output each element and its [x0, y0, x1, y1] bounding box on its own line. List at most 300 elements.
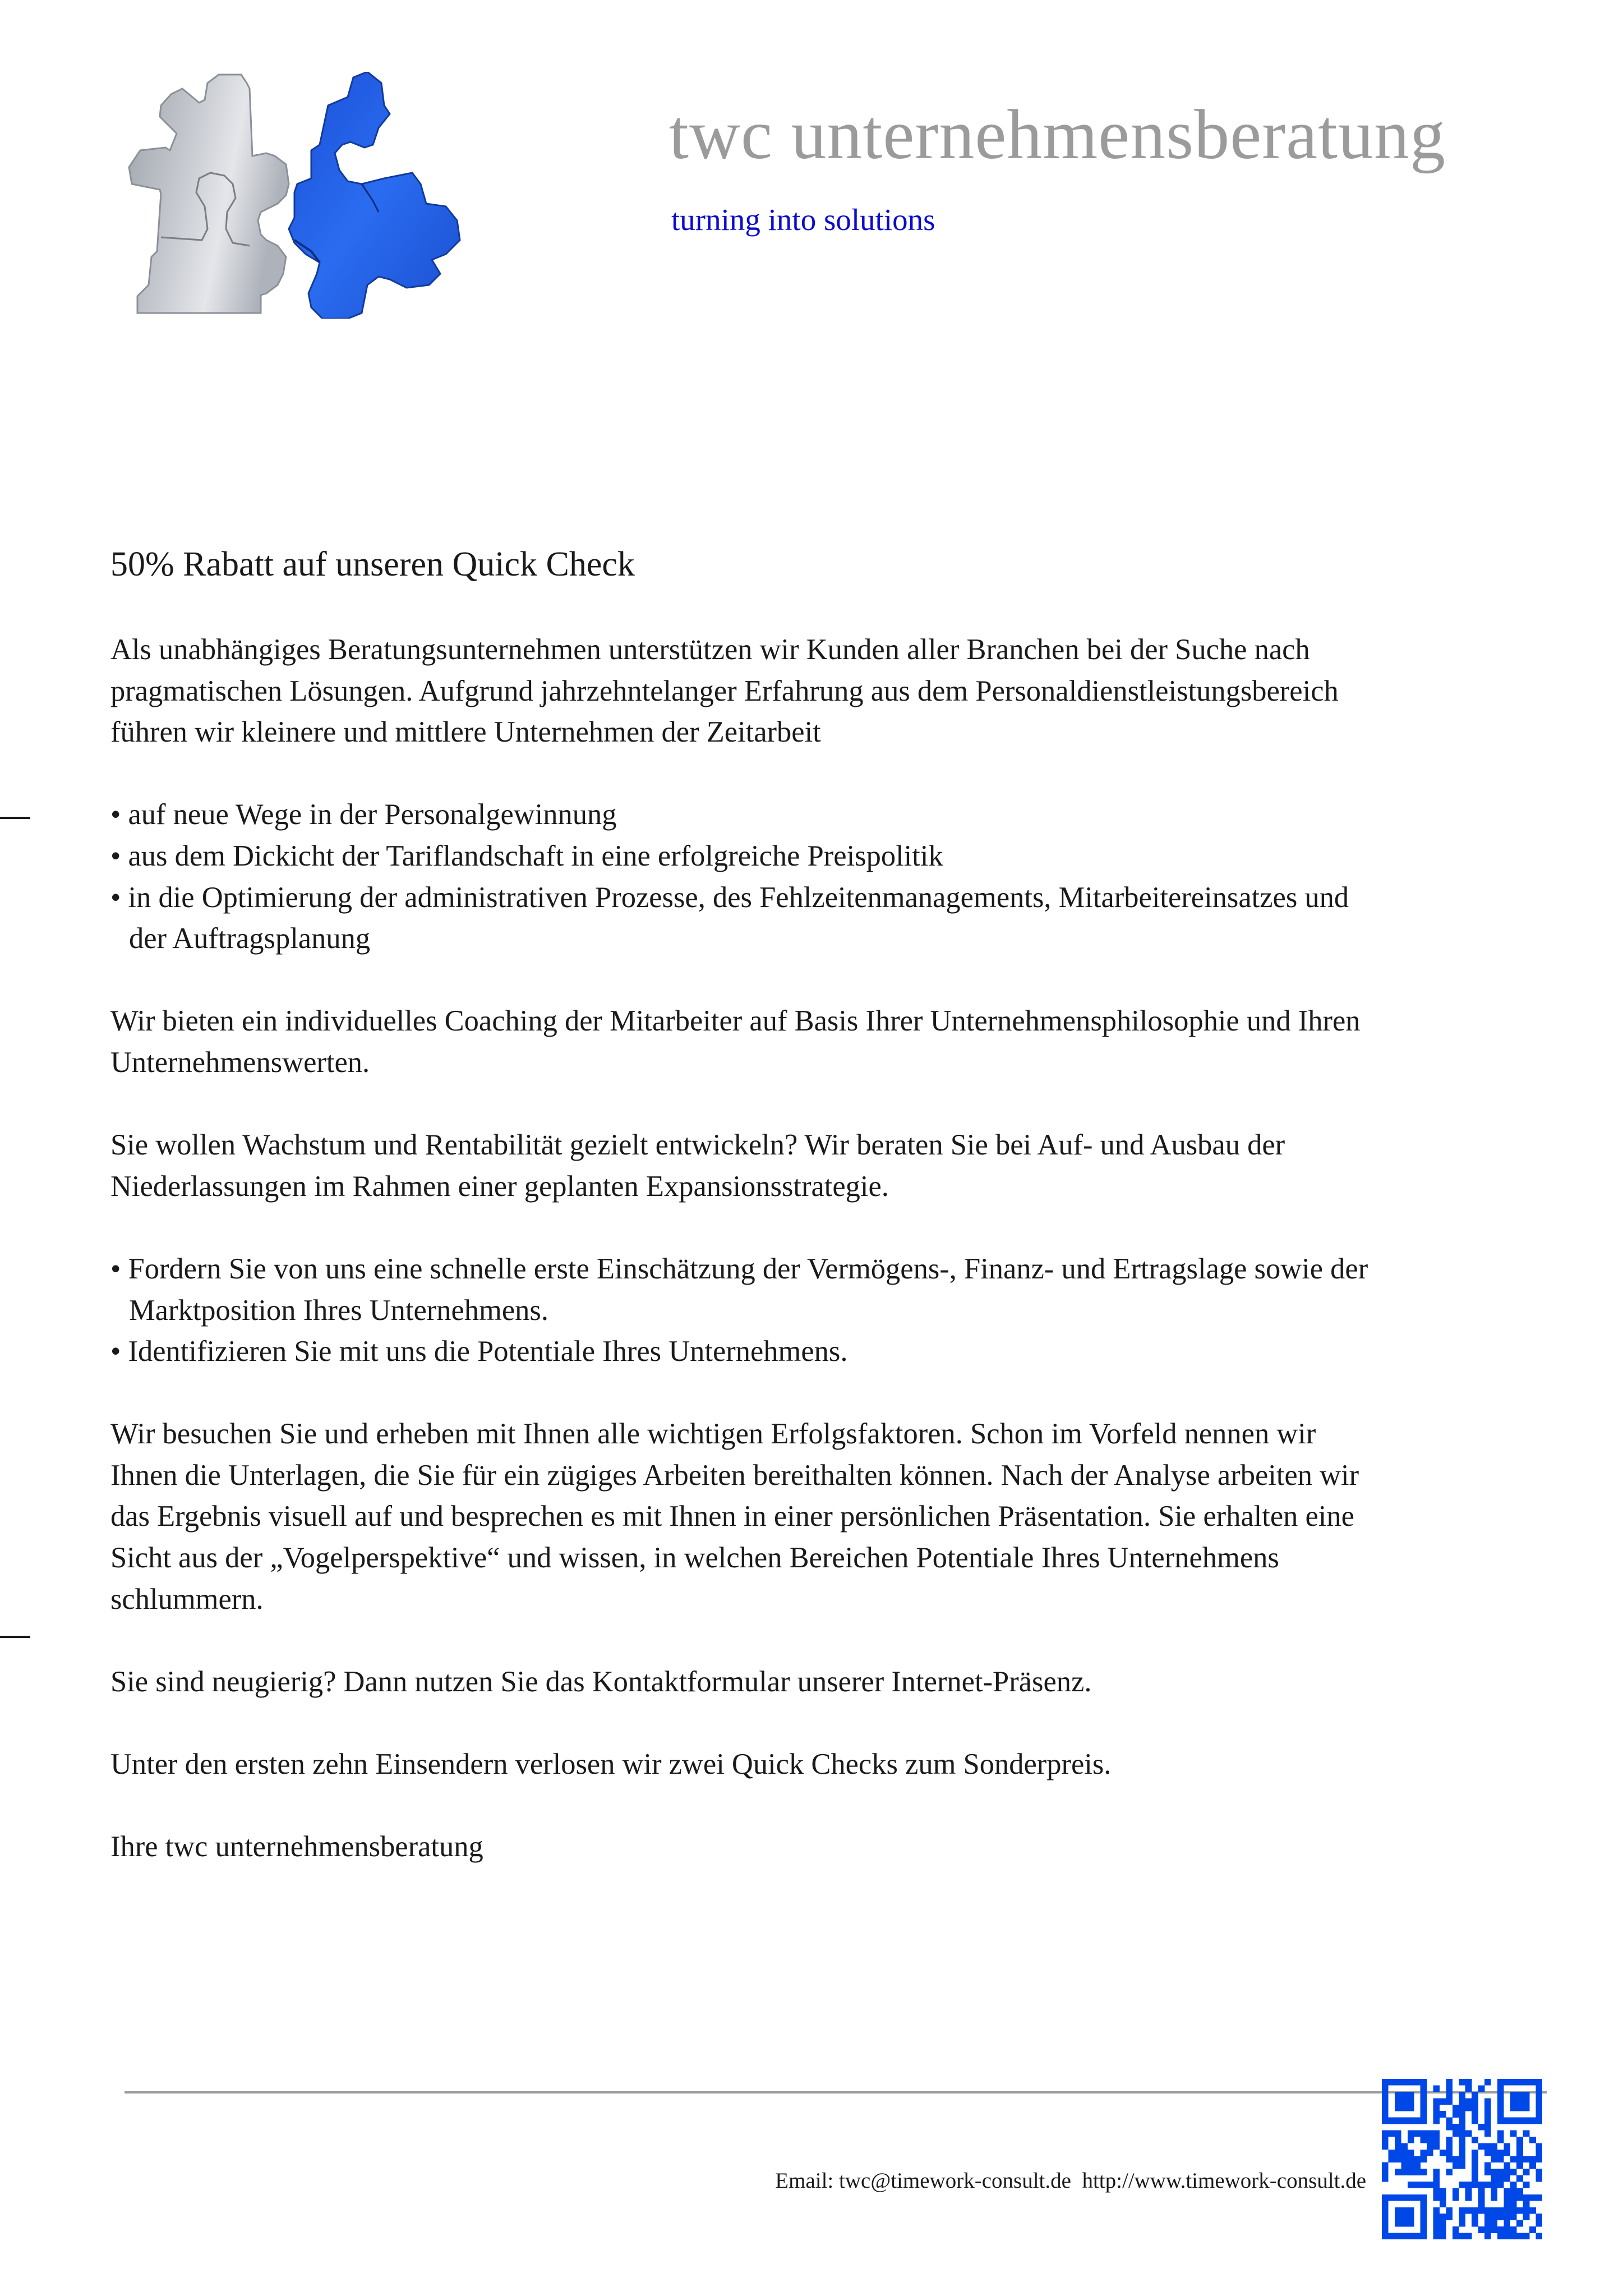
qr-module	[1421, 2207, 1427, 2214]
qr-module	[1491, 2226, 1497, 2233]
signoff: Ihre twc unternehmensberatung	[110, 1830, 483, 1864]
qr-module	[1433, 2137, 1440, 2143]
qr-module	[1529, 2194, 1536, 2201]
qr-module	[1459, 2092, 1465, 2099]
qr-module	[1484, 2169, 1491, 2175]
qr-module	[1491, 2220, 1497, 2227]
qr-module	[1497, 2105, 1504, 2111]
qr-module	[1421, 2220, 1427, 2227]
qr-module	[1536, 2098, 1543, 2105]
qr-module	[1536, 2118, 1543, 2124]
intro-paragraph	[110, 629, 1569, 753]
qr-module	[1401, 2162, 1408, 2169]
qr-module	[1516, 2098, 1523, 2105]
qr-module	[1516, 2220, 1523, 2227]
qr-module	[1421, 2194, 1427, 2201]
qr-module	[1382, 2207, 1389, 2214]
qr-module	[1523, 2098, 1530, 2105]
qr-module	[1491, 2207, 1497, 2214]
qr-module	[1440, 2188, 1446, 2194]
qr-module	[1395, 2137, 1401, 2143]
qr-module	[1510, 2214, 1517, 2220]
qr-module	[1433, 2143, 1440, 2150]
qr-module	[1421, 2169, 1427, 2175]
qr-module	[1382, 2118, 1389, 2124]
qr-module	[1504, 2201, 1510, 2207]
qr-module	[1382, 2233, 1389, 2239]
qr-module	[1433, 2194, 1440, 2201]
qr-module	[1388, 2233, 1395, 2239]
qr-module	[1401, 2105, 1408, 2111]
qr-module	[1382, 2079, 1389, 2086]
blue-puzzle-piece	[289, 72, 460, 319]
qr-module	[1516, 2162, 1523, 2169]
qr-module	[1421, 2079, 1427, 2086]
qr-module	[1440, 2194, 1446, 2201]
qr-module	[1536, 2079, 1543, 2086]
qr-module	[1478, 2201, 1485, 2207]
qr-module	[1529, 2226, 1536, 2233]
qr-module	[1408, 2079, 1414, 2086]
list-item-continuation: der Auftragsplanung	[129, 922, 371, 955]
text-line: Sicht aus der „Vogelperspektive“ und wissen, in welchen Bereichen Potentiale Ihres Unternehmens	[110, 1542, 1279, 1575]
email-label: Email:	[775, 2169, 834, 2193]
qr-module	[1453, 2111, 1459, 2118]
qr-module	[1382, 2226, 1389, 2233]
brand-tagline: turning into solutions	[671, 203, 935, 237]
qr-module	[1510, 2233, 1517, 2239]
qr-module	[1395, 2169, 1401, 2175]
qr-module	[1497, 2137, 1504, 2143]
qr-module	[1446, 2169, 1453, 2175]
growth-paragraph	[110, 1125, 1569, 1207]
qr-module	[1421, 2092, 1427, 2099]
contact-paragraph: Sie sind neugierig? Dann nutzen Sie das Kontaktformular unserer Internet-Präsenz.	[110, 1665, 1092, 1698]
qr-module	[1484, 2131, 1491, 2137]
qr-module	[1523, 2169, 1530, 2175]
qr-module	[1408, 2092, 1414, 2099]
qr-module	[1523, 2131, 1530, 2137]
text-line: führen wir kleinere und mittlere Unternehmen der Zeitarbeit	[110, 716, 821, 749]
qr-module	[1388, 2131, 1395, 2137]
qr-module	[1491, 2188, 1497, 2194]
qr-module	[1401, 2143, 1408, 2150]
qr-module	[1453, 2105, 1459, 2111]
qr-module	[1516, 2175, 1523, 2182]
qr-module	[1408, 2137, 1414, 2143]
qr-module	[1421, 2098, 1427, 2105]
fold-mark	[0, 1636, 30, 1638]
qr-module	[1395, 2207, 1401, 2214]
text-line: Wir besuchen Sie und erheben mit Ihnen alle wichtigen Erfolgsfaktoren. Schon im Vorfeld nennen wir	[110, 1418, 1316, 1451]
list-item: • aus dem Dickicht der Tariflandschaft in eine erfolgreiche Preispolitik	[110, 839, 943, 872]
qr-module	[1395, 2092, 1401, 2099]
qr-module	[1440, 2111, 1446, 2118]
qr-module	[1478, 2085, 1485, 2092]
services-list	[110, 794, 1569, 959]
qr-module	[1408, 2098, 1414, 2105]
qr-module	[1421, 2226, 1427, 2233]
qr-module	[1395, 2098, 1401, 2105]
qr-module	[1516, 2156, 1523, 2162]
qr-module	[1421, 2105, 1427, 2111]
qr-module	[1408, 2182, 1414, 2188]
qr-module	[1414, 2182, 1421, 2188]
qr-module	[1395, 2194, 1401, 2201]
qr-module	[1472, 2092, 1478, 2099]
qr-module	[1427, 2131, 1433, 2137]
qr-module	[1472, 2150, 1478, 2156]
qr-module	[1536, 2175, 1543, 2182]
qr-module	[1497, 2098, 1504, 2105]
qr-module	[1408, 2156, 1414, 2162]
qr-module	[1497, 2079, 1504, 2086]
qr-module	[1395, 2118, 1401, 2124]
qr-module	[1504, 2079, 1510, 2086]
qr-module	[1536, 2092, 1543, 2099]
qr-module	[1421, 2131, 1427, 2137]
qr-module	[1459, 2105, 1465, 2111]
qr-module	[1536, 2150, 1543, 2156]
qr-module	[1446, 2156, 1453, 2162]
qr-module	[1382, 2131, 1389, 2137]
qr-module	[1516, 2207, 1523, 2214]
qr-module	[1510, 2079, 1517, 2086]
qr-module	[1459, 2124, 1465, 2131]
qr-module	[1459, 2156, 1465, 2162]
qr-module	[1414, 2162, 1421, 2169]
qr-module	[1465, 2105, 1472, 2111]
coaching-paragraph	[110, 1001, 1569, 1083]
qr-module	[1414, 2169, 1421, 2175]
qr-module	[1382, 2085, 1389, 2092]
qr-module	[1395, 2143, 1401, 2150]
qr-module	[1523, 2194, 1530, 2201]
qr-module	[1459, 2182, 1465, 2188]
qr-module	[1433, 2220, 1440, 2227]
qr-module	[1446, 2207, 1453, 2214]
qr-module	[1446, 2079, 1453, 2086]
qr-module	[1414, 2131, 1421, 2137]
qr-module	[1388, 2079, 1395, 2086]
qr-module	[1491, 2156, 1497, 2162]
qr-module	[1427, 2143, 1433, 2150]
qr-module	[1478, 2226, 1485, 2233]
qr-module	[1421, 2118, 1427, 2124]
qr-module	[1408, 2207, 1414, 2214]
qr-module	[1459, 2150, 1465, 2156]
silver-puzzle-piece	[129, 75, 289, 313]
qr-module	[1459, 2214, 1465, 2220]
qr-module	[1484, 2207, 1491, 2214]
qr-module	[1484, 2098, 1491, 2105]
qr-code-icon[interactable]	[1381, 2079, 1543, 2239]
qr-module	[1510, 2182, 1517, 2188]
qr-module	[1465, 2085, 1472, 2092]
qr-module	[1459, 2118, 1465, 2124]
qr-module	[1401, 2220, 1408, 2227]
qr-module	[1484, 2118, 1491, 2124]
qr-module	[1484, 2105, 1491, 2111]
fold-mark	[0, 817, 30, 819]
qr-module	[1421, 2233, 1427, 2239]
qr-module	[1465, 2194, 1472, 2201]
text-line: pragmatischen Lösungen. Aufgrund jahrzehntelanger Erfahrung aus dem Personaldienstleistungsbereich	[110, 674, 1339, 707]
qr-module	[1523, 2207, 1530, 2214]
qr-module	[1510, 2188, 1517, 2194]
qr-module	[1446, 2118, 1453, 2124]
qr-module	[1433, 2111, 1440, 2118]
qr-module	[1523, 2105, 1530, 2111]
qr-module	[1440, 2098, 1446, 2105]
qr-module	[1491, 2150, 1497, 2156]
qr-module	[1510, 2098, 1517, 2105]
qr-module	[1497, 2214, 1504, 2220]
qr-module	[1382, 2137, 1389, 2143]
qr-module	[1484, 2124, 1491, 2131]
qr-module	[1504, 2118, 1510, 2124]
qr-module	[1484, 2162, 1491, 2169]
qr-module	[1433, 2233, 1440, 2239]
qr-module	[1433, 2226, 1440, 2233]
qr-module	[1421, 2150, 1427, 2156]
email-link[interactable]: twc@timework-consult.de	[839, 2169, 1071, 2193]
qr-module	[1472, 2175, 1478, 2182]
qr-module	[1395, 2079, 1401, 2086]
qr-module	[1484, 2233, 1491, 2239]
qr-module	[1516, 2137, 1523, 2143]
qr-module	[1497, 2150, 1504, 2156]
qr-module	[1504, 2220, 1510, 2227]
qr-module	[1382, 2111, 1389, 2118]
qr-module	[1504, 2169, 1510, 2175]
qr-module	[1491, 2214, 1497, 2220]
qr-module	[1414, 2194, 1421, 2201]
qr-module	[1401, 2169, 1408, 2175]
qr-module	[1484, 2182, 1491, 2188]
letter-heading: 50% Rabatt auf unseren Quick Check	[110, 545, 635, 583]
qr-module	[1465, 2207, 1472, 2214]
footer-divider	[125, 2091, 1547, 2093]
qr-module	[1504, 2207, 1510, 2214]
qr-module	[1421, 2111, 1427, 2118]
qr-module	[1516, 2233, 1523, 2239]
qr-module	[1433, 2207, 1440, 2214]
qr-module	[1472, 2118, 1478, 2124]
qr-module	[1491, 2182, 1497, 2188]
visit-paragraph	[110, 1414, 1569, 1620]
qr-module	[1472, 2214, 1478, 2220]
qr-module	[1433, 2131, 1440, 2137]
qr-module	[1446, 2124, 1453, 2131]
qr-module	[1472, 2162, 1478, 2169]
qr-module	[1395, 2150, 1401, 2156]
qr-module	[1421, 2137, 1427, 2143]
qr-module	[1536, 2105, 1543, 2111]
qr-module	[1408, 2150, 1414, 2156]
qr-module	[1453, 2226, 1459, 2233]
qr-module	[1510, 2105, 1517, 2111]
qr-module	[1433, 2214, 1440, 2220]
qr-module	[1536, 2194, 1543, 2201]
qr-module	[1523, 2182, 1530, 2188]
qr-module	[1421, 2214, 1427, 2220]
qr-module	[1459, 2220, 1465, 2227]
qr-module	[1453, 2162, 1459, 2169]
qr-module	[1453, 2131, 1459, 2137]
qr-module	[1453, 2156, 1459, 2162]
qr-module	[1504, 2194, 1510, 2201]
qr-module	[1472, 2098, 1478, 2105]
text-line: Ihnen die Unterlagen, die Sie für ein zügiges Arbeiten bereithalten können. Nach der Analyse arbeiten wir	[110, 1458, 1359, 1492]
qr-module	[1497, 2182, 1504, 2188]
qr-module	[1427, 2150, 1433, 2156]
qr-module	[1421, 2156, 1427, 2162]
qr-module	[1472, 2182, 1478, 2188]
qr-module	[1408, 2118, 1414, 2124]
qr-module	[1478, 2188, 1485, 2194]
qr-module	[1395, 2131, 1401, 2137]
qr-module	[1504, 2175, 1510, 2182]
qr-module	[1453, 2233, 1459, 2239]
qr-module	[1401, 2098, 1408, 2105]
qr-module	[1510, 2226, 1517, 2233]
qr-module	[1504, 2143, 1510, 2150]
qr-module	[1497, 2233, 1504, 2239]
qr-module	[1497, 2085, 1504, 2092]
qr-module	[1536, 2111, 1543, 2118]
list-item: • auf neue Wege in der Personalgewinnung	[110, 798, 617, 831]
qr-module	[1414, 2079, 1421, 2086]
qr-module	[1465, 2188, 1472, 2194]
qr-module	[1382, 2162, 1389, 2169]
qr-module	[1536, 2156, 1543, 2162]
qr-module	[1401, 2150, 1408, 2156]
qr-module	[1408, 2233, 1414, 2239]
qr-module	[1401, 2079, 1408, 2086]
qr-module	[1504, 2162, 1510, 2169]
qr-module	[1491, 2194, 1497, 2201]
qr-module	[1472, 2156, 1478, 2162]
qr-module	[1504, 2233, 1510, 2239]
qr-module	[1440, 2220, 1446, 2227]
qr-module	[1433, 2169, 1440, 2175]
qr-module	[1382, 2092, 1389, 2099]
qr-module	[1395, 2105, 1401, 2111]
qr-module	[1491, 2169, 1497, 2175]
qr-module	[1491, 2143, 1497, 2150]
text-line: Als unabhängiges Beratungsunternehmen unterstützen wir Kunden aller Branchen bei der Suche nach	[110, 633, 1310, 666]
qr-module	[1408, 2162, 1414, 2169]
qr-module	[1395, 2214, 1401, 2220]
qr-module	[1433, 2098, 1440, 2105]
text-line: Unternehmenswerten.	[110, 1046, 370, 1079]
qr-module	[1408, 2220, 1414, 2227]
qr-module	[1478, 2207, 1485, 2214]
qr-module	[1497, 2111, 1504, 2118]
qr-module	[1388, 2150, 1395, 2156]
qr-module	[1433, 2175, 1440, 2182]
qr-module	[1401, 2118, 1408, 2124]
qr-module	[1484, 2214, 1491, 2220]
qr-module	[1523, 2156, 1530, 2162]
qr-module	[1510, 2194, 1517, 2201]
footer-contact	[775, 2170, 1366, 2192]
qr-module	[1446, 2137, 1453, 2143]
qr-module	[1459, 2111, 1465, 2118]
qr-module	[1465, 2098, 1472, 2105]
qr-module	[1401, 2214, 1408, 2220]
qr-module	[1516, 2079, 1523, 2086]
qr-module	[1497, 2092, 1504, 2099]
qr-module	[1395, 2233, 1401, 2239]
qr-module	[1465, 2182, 1472, 2188]
qr-module	[1440, 2150, 1446, 2156]
qr-module	[1382, 2201, 1389, 2207]
qr-module	[1440, 2226, 1446, 2233]
qr-module	[1440, 2214, 1446, 2220]
qr-module	[1401, 2233, 1408, 2239]
text-line: Sie wollen Wachstum und Rentabilität gezielt entwickeln? Wir beraten Sie bei Auf- und Ausbau der	[110, 1129, 1285, 1162]
qr-module	[1516, 2118, 1523, 2124]
brand-title: twc unternehmensberatung	[669, 96, 1446, 174]
qr-module	[1484, 2220, 1491, 2227]
website-link[interactable]: http://www.timework-consult.de	[1082, 2169, 1366, 2193]
qr-module	[1484, 2226, 1491, 2233]
qr-module	[1497, 2118, 1504, 2124]
qr-module	[1459, 2131, 1465, 2137]
qr-module	[1472, 2220, 1478, 2227]
qr-module	[1446, 2214, 1453, 2220]
qr-module	[1510, 2207, 1517, 2214]
qr-module	[1497, 2131, 1504, 2137]
raffle-paragraph: Unter den ersten zehn Einsendern verlosen wir zwei Quick Checks zum Sonderpreis.	[110, 1748, 1112, 1781]
qr-module	[1433, 2182, 1440, 2188]
qr-module	[1523, 2201, 1530, 2207]
qr-module	[1421, 2201, 1427, 2207]
list-item: • in die Optimierung der administrativen Prozesse, des Fehlzeitenmanagements, Mitarbeitereinsatzes und	[110, 881, 1349, 914]
qr-module	[1472, 2169, 1478, 2175]
qr-module	[1484, 2111, 1491, 2118]
qr-module	[1446, 2085, 1453, 2092]
text-line: schlummern.	[110, 1582, 264, 1616]
qr-module	[1504, 2150, 1510, 2156]
qr-module	[1427, 2182, 1433, 2188]
qr-module	[1536, 2143, 1543, 2150]
qr-module	[1478, 2194, 1485, 2201]
qr-module	[1382, 2220, 1389, 2227]
check-list	[110, 1249, 1569, 1373]
qr-module	[1529, 2162, 1536, 2169]
qr-module	[1536, 2233, 1543, 2239]
qr-module	[1446, 2092, 1453, 2099]
qr-module	[1421, 2085, 1427, 2092]
qr-module	[1472, 2105, 1478, 2111]
qr-module	[1382, 2143, 1389, 2150]
qr-module	[1421, 2182, 1427, 2188]
qr-module	[1510, 2118, 1517, 2124]
text-line: Niederlassungen im Rahmen einer geplanten Expansionsstrategie.	[110, 1170, 889, 1203]
qr-module	[1382, 2098, 1389, 2105]
qr-module	[1536, 2085, 1543, 2092]
qr-module	[1453, 2194, 1459, 2201]
qr-module	[1453, 2188, 1459, 2194]
qr-module	[1516, 2092, 1523, 2099]
qr-module	[1478, 2124, 1485, 2131]
qr-module	[1401, 2194, 1408, 2201]
qr-module	[1472, 2111, 1478, 2118]
qr-module	[1408, 2105, 1414, 2111]
